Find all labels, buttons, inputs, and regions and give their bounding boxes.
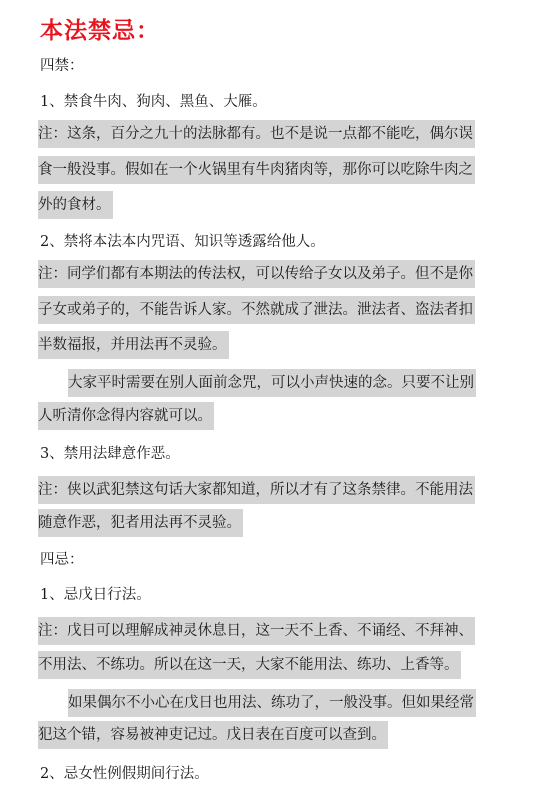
prohibition-item-2: 2、禁将本法本内咒语、知识等透露给他人。 bbox=[40, 234, 325, 250]
section-heading-four-taboos: 四忌： bbox=[40, 552, 84, 568]
prohibition-item-1: 1、禁食牛肉、狗肉、黑鱼、大雁。 bbox=[40, 94, 267, 110]
note-line: 半数福报，并用法再不灵验。 bbox=[38, 331, 229, 359]
prohibition-item-3: 3、禁用法肆意作恶。 bbox=[40, 446, 180, 462]
note-line: 大家平时需要在别人面前念咒，可以小声快速的念。只要不让别 bbox=[68, 369, 476, 397]
note-line: 注：这条，百分之九十的法脉都有。也不是说一点都不能吃，偶尔误 bbox=[38, 120, 475, 148]
note-line: 子女或弟子的，不能告诉人家。不然就成了泄法。泄法者、盗法者扣 bbox=[38, 296, 475, 324]
taboo-item-1: 1、忌戊日行法。 bbox=[40, 587, 151, 603]
note-line: 如果偶尔不小心在戊日也用法、练功了，一般没事。但如果经常 bbox=[68, 689, 476, 717]
note-line: 不用法、不练功。所以在这一天，大家不能用法、练功、上香等。 bbox=[38, 651, 461, 679]
section-heading-four-prohibitions: 四禁： bbox=[40, 58, 84, 74]
note-line: 外的食材。 bbox=[38, 191, 113, 219]
page-title: 本法禁忌： bbox=[40, 18, 160, 44]
note-line: 注：同学们都有本期法的传法权，可以传给子女以及弟子。但不是你 bbox=[38, 260, 475, 288]
note-line: 注：戊日可以理解成神灵休息日，这一天不上香、不诵经、不拜神、 bbox=[38, 617, 475, 645]
note-line: 随意作恶，犯者用法再不灵验。 bbox=[38, 509, 243, 537]
note-line: 人听清你念得内容就可以。 bbox=[38, 402, 214, 430]
note-line: 注：侠以武犯禁这句话大家都知道，所以才有了这条禁律。不能用法 bbox=[38, 476, 475, 504]
note-line: 犯这个错，容易被神吏记过。戊日表在百度可以查到。 bbox=[38, 721, 388, 749]
taboo-item-2: 2、忌女性例假期间行法。 bbox=[40, 766, 209, 782]
note-line: 食一般没事。假如在一个火锅里有牛肉猪肉等，那你可以吃除牛肉之 bbox=[38, 156, 475, 184]
